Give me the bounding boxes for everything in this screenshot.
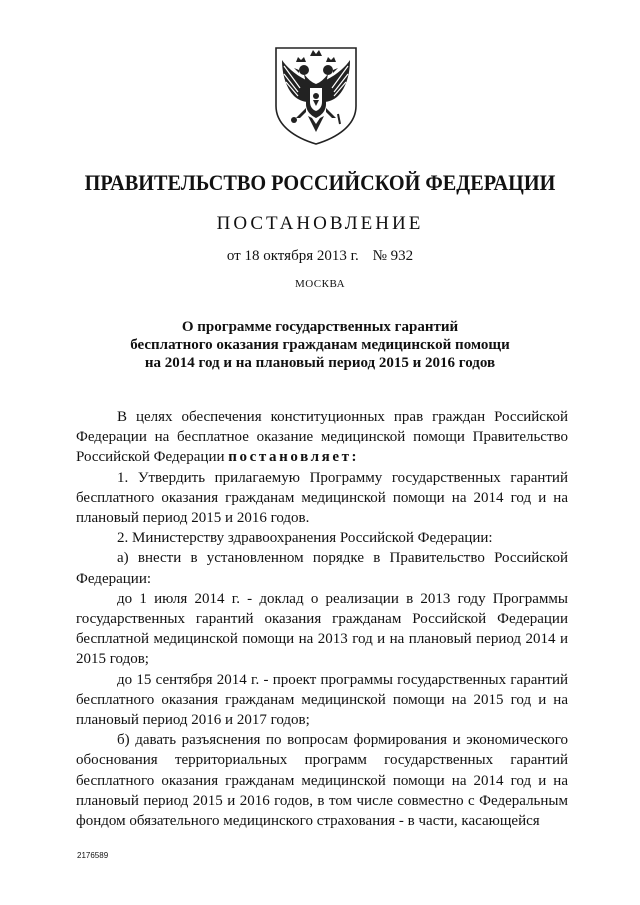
document-number: № 932 [372,248,414,264]
resolves-keyword: постановляет: [228,449,360,466]
body-paragraph: а) внести в установленном порядке в Правительство Российской Федерации: [76,550,568,587]
body-paragraph: до 15 сентября 2014 г. - проект программы государственных гарантий бесплатного оказания гражданам медицинской помощи на 2015 год и на плановый период 2016 и 2017 годов; [76,671,568,729]
document-body [76,407,568,831]
subject-line: на 2014 год и на плановый период 2015 и 2016 годов [144,355,496,371]
body-paragraph [76,407,568,468]
document-type: ПОСТАНОВЛЕНИЕ [216,213,424,234]
body-paragraph: б) давать разъяснения по вопросам формирования и экономического обоснования территориальных программ государственных гарантий бесплатного оказания гражданам медицинской помощи на 2014 год и на плановый период 2015 и 2016 годов, в том числе совместно с Федеральным фондом обязательного медицинского страхования - в части, касающейся [76,732,568,830]
document-code: 2176589 [77,851,109,860]
document-date-line [0,248,640,265]
body-paragraph: 2. Министерству здравоохранения Российской Федерации: [117,530,493,547]
paragraph-text: В целях обеспечения конституционных прав граждан Российской Федерации на бесплатное оказание медицинской помощи Правительство Российской Федерации [76,409,568,466]
body-paragraph: 1. Утвердить прилагаемую Программу государственных гарантий бесплатного оказания гражданам медицинской помощи на 2014 год и на плановый период 2015 и 2016 годов. [76,469,568,527]
russian-coat-of-arms-icon [270,44,362,146]
document-date: от 18 октября 2013 г. [226,248,359,264]
government-title: ПРАВИТЕЛЬСТВО РОССИЙСКОЙ ФЕДЕРАЦИИ [84,170,556,195]
document-subject [0,318,640,372]
body-paragraph: до 1 июля 2014 г. - доклад о реализации в 2013 году Программы государственных гарантий оказания гражданам Российской Федерации бесплатной медицинской помощи на 2013 год и на плановый период 2014 и 2015 годов; [76,590,568,668]
subject-line: бесплатного оказания гражданам медицинской помощи [130,337,510,353]
subject-line: О программе государственных гарантий [181,319,459,335]
document-city: МОСКВА [294,278,346,290]
